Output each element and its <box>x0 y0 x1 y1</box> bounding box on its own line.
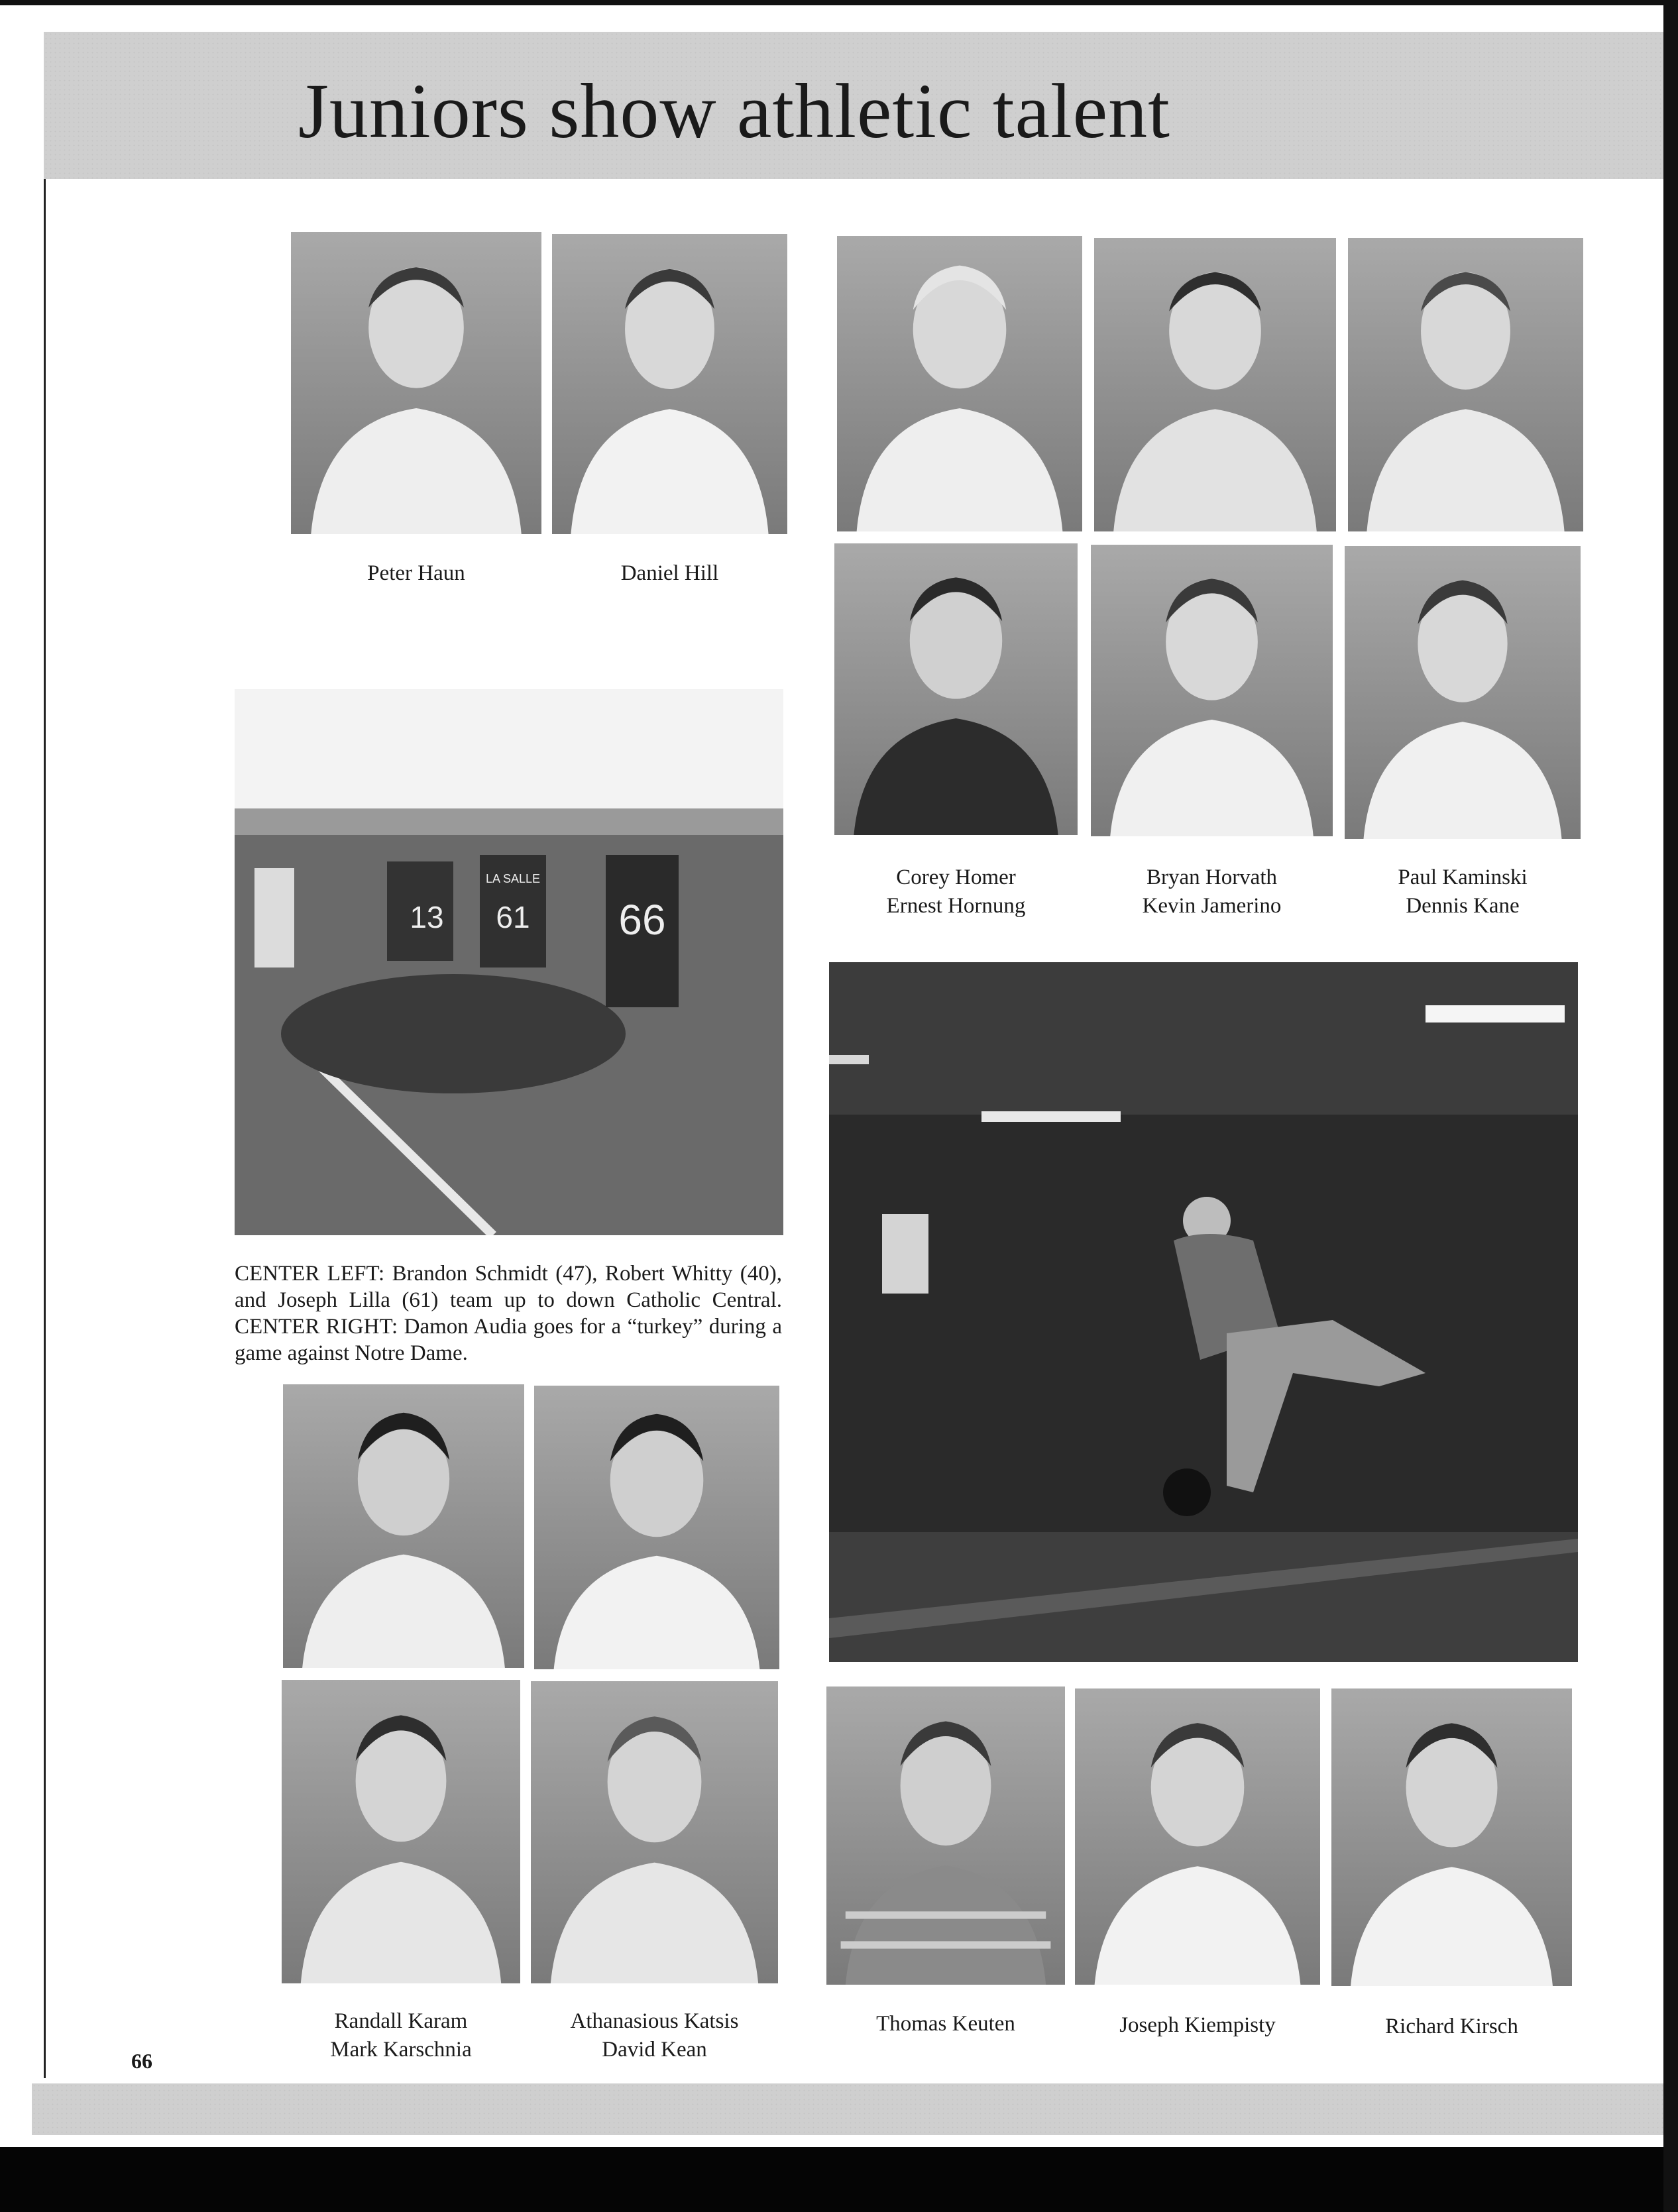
portrait-ernest-hornung <box>834 543 1078 835</box>
jersey-number-13: 13 <box>410 900 444 934</box>
portrait-mark-karschnia <box>534 1386 779 1669</box>
portrait-peter-haun <box>291 232 541 534</box>
portrait-corey-homer <box>837 236 1082 531</box>
name-thomas-keuten: Thomas Keuten <box>876 2012 1015 2036</box>
footer-band <box>32 2083 1663 2135</box>
portrait-kevin-jamerino <box>1091 545 1333 836</box>
portrait-daniel-hill <box>552 234 787 534</box>
jersey-number-66: 66 <box>618 896 666 944</box>
portrait-bryan-horvath <box>1094 238 1336 531</box>
name-randall-karam: Randall Karam <box>334 2009 468 2033</box>
football-action-photo <box>235 689 783 1235</box>
name-mark-karschnia: Mark Karschnia <box>330 2038 472 2062</box>
portrait-randall-karam <box>283 1384 524 1668</box>
name-ernest-hornung: Ernest Hornung <box>886 894 1026 918</box>
top-border <box>0 0 1678 5</box>
name-pair-5 <box>531 2007 778 2064</box>
name-kevin-jamerino: Kevin Jamerino <box>1142 894 1282 918</box>
portrait-paul-kaminski <box>1348 238 1583 531</box>
name-dennis-kane: Dennis Kane <box>1406 894 1520 918</box>
name-pair-3 <box>1345 863 1581 920</box>
portrait-richard-kirsch <box>1331 1688 1572 1986</box>
name-pair-2 <box>1091 863 1333 920</box>
portrait-joseph-kiempisty <box>1075 1688 1320 1985</box>
page-number: 66 <box>131 2049 152 2073</box>
jersey-number-61: 61 <box>496 900 530 934</box>
name-david-kean: David Kean <box>602 2038 707 2062</box>
portrait-david-kean <box>531 1681 778 1983</box>
name-bryan-horvath: Bryan Horvath <box>1146 865 1278 889</box>
portrait-dennis-kane <box>1345 546 1581 839</box>
left-margin-rule <box>44 179 46 2078</box>
bowling-action-photo <box>829 962 1578 1662</box>
name-corey-homer: Corey Homer <box>896 865 1016 889</box>
bottom-border <box>0 2147 1678 2212</box>
name-daniel-hill: Daniel Hill <box>620 561 719 585</box>
jersey-team-name: LA SALLE <box>485 872 541 885</box>
right-border <box>1663 0 1678 2212</box>
name-athanasious-katsis: Athanasious Katsis <box>570 2009 739 2033</box>
name-pair-4 <box>282 2007 520 2064</box>
name-paul-kaminski: Paul Kaminski <box>1398 865 1528 889</box>
name-richard-kirsch: Richard Kirsch <box>1385 2015 1518 2038</box>
name-joseph-kiempisty: Joseph Kiempisty <box>1119 2013 1276 2037</box>
name-pair-1 <box>834 863 1078 920</box>
photo-caption: CENTER LEFT: Brandon Schmidt (47), Robert Whitty (40), and Joseph Lilla (61) team up to down Catholic Central. CENTER RIGHT: Damon Audia goes for a “turkey” during a game against Notre Dame. <box>235 1262 782 1365</box>
name-peter-haun: Peter Haun <box>367 561 465 585</box>
portrait-athanasious-katsis <box>282 1680 520 1983</box>
portrait-thomas-keuten <box>826 1687 1065 1985</box>
page-title: Juniors show athletic talent <box>298 68 1170 154</box>
